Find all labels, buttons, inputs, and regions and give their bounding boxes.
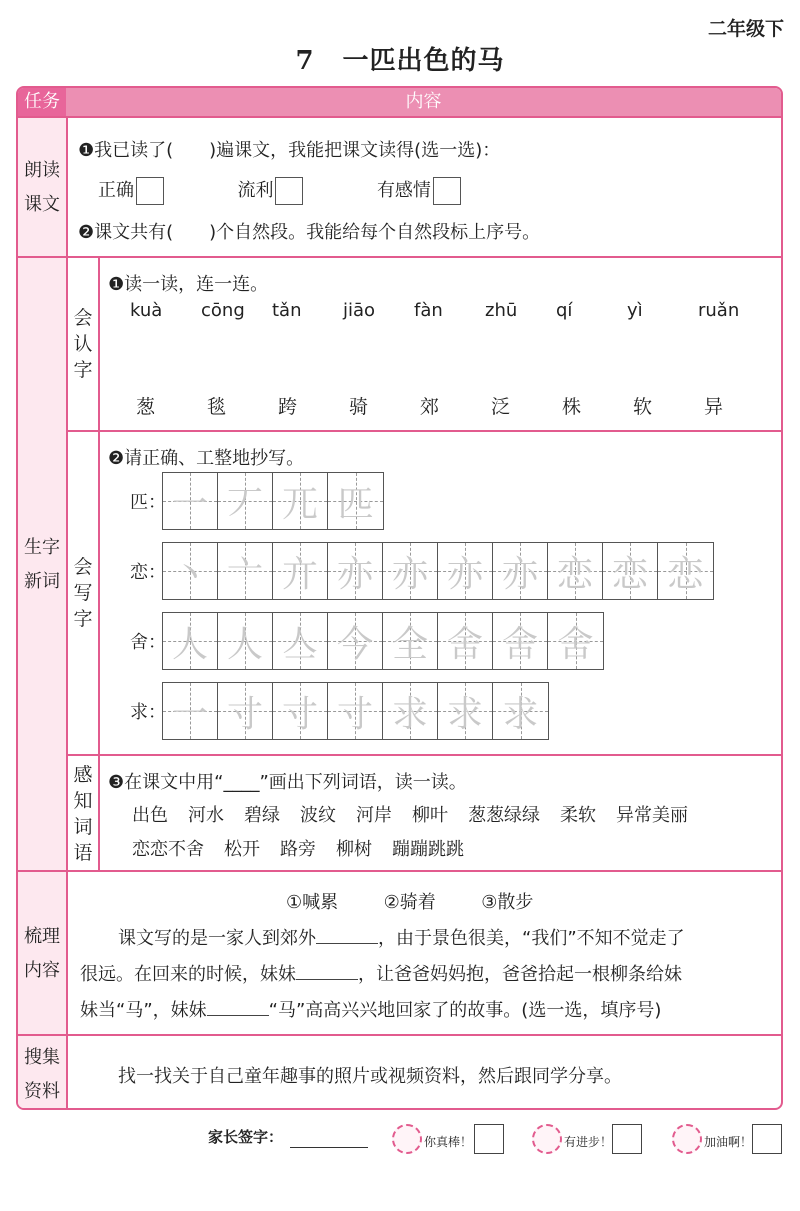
write-char-label: 求： bbox=[130, 702, 166, 723]
writing-cell[interactable] bbox=[328, 473, 383, 529]
pinyin-item[interactable]: yì bbox=[627, 300, 643, 321]
writing-cell[interactable] bbox=[328, 543, 383, 599]
perceive-instruction: ❸在课文中用“____”画出下列词语，读一读。 bbox=[108, 772, 467, 793]
option-emotion: 有感情 bbox=[376, 180, 431, 201]
writing-cell[interactable] bbox=[163, 543, 218, 599]
hanzi-item[interactable]: 异 bbox=[704, 396, 724, 418]
writing-cell[interactable] bbox=[218, 683, 273, 739]
stroke-guide: 亦 bbox=[336, 553, 373, 595]
vocab-word: 松开 bbox=[224, 839, 260, 860]
option-emotion-box[interactable] bbox=[433, 177, 461, 205]
smiley-icon bbox=[392, 1124, 422, 1154]
reading-line2: ❷课文共有( )个自然段。我能给每个自然段标上序号。 bbox=[78, 222, 541, 243]
praise-3: 加油啊！ bbox=[704, 1135, 753, 1149]
vocab-word: 河岸 bbox=[356, 805, 392, 826]
writing-cell[interactable] bbox=[493, 683, 548, 739]
vocab-word: 异常美丽 bbox=[616, 805, 688, 826]
smiley-icon bbox=[672, 1124, 702, 1154]
hanzi-item[interactable]: 泛 bbox=[491, 396, 511, 418]
writing-cell[interactable] bbox=[438, 543, 493, 599]
vocab-word: 葱葱绿绿 bbox=[468, 805, 540, 826]
option-fluent-box[interactable] bbox=[275, 177, 303, 205]
vocab-word: 蹦蹦跳跳 bbox=[392, 839, 464, 860]
sort-text-1b: ，由于景色很美，“我们”不知不觉走了 bbox=[378, 928, 685, 949]
sort-para-line3 bbox=[80, 996, 661, 1022]
writing-cell[interactable] bbox=[163, 613, 218, 669]
hanzi-item[interactable]: 骑 bbox=[349, 396, 369, 418]
sort-text-3b: “马”高高兴兴地回家了的故事。(选一选，填序号) bbox=[268, 1000, 662, 1021]
vocab-word: 波纹 bbox=[300, 805, 336, 826]
stroke-guide: 求 bbox=[446, 693, 483, 735]
write-char-label: 恋： bbox=[130, 562, 166, 583]
writing-cell[interactable] bbox=[273, 473, 328, 529]
praise-2-box[interactable] bbox=[612, 1124, 642, 1154]
stroke-guide: 丆 bbox=[226, 483, 263, 525]
stroke-guide: 亠 bbox=[226, 553, 263, 595]
writing-cell[interactable] bbox=[548, 613, 603, 669]
praise-3-box[interactable] bbox=[752, 1124, 782, 1154]
writing-cell[interactable] bbox=[493, 543, 548, 599]
vocab-word: 路旁 bbox=[280, 839, 316, 860]
stroke-guide: 寸 bbox=[281, 693, 318, 735]
stroke-guide: 全 bbox=[391, 623, 428, 665]
writing-cell[interactable] bbox=[603, 543, 658, 599]
writing-cell[interactable] bbox=[218, 473, 273, 529]
vocab-word: 柳树 bbox=[336, 839, 372, 860]
stroke-guide: 寸 bbox=[336, 693, 373, 735]
pinyin-item[interactable]: jiāo bbox=[343, 300, 376, 321]
writing-cell[interactable] bbox=[328, 683, 383, 739]
write-content bbox=[100, 432, 781, 754]
stroke-guide: 求 bbox=[502, 693, 539, 735]
vocab-word: 柳叶 bbox=[412, 805, 448, 826]
stroke-guide: 求 bbox=[391, 693, 428, 735]
writing-cell[interactable] bbox=[218, 613, 273, 669]
sort-text-1a: 课文写的是一家人到郊外 bbox=[118, 928, 316, 949]
pinyin-item[interactable]: kuà bbox=[130, 300, 163, 321]
collect-content bbox=[68, 1036, 781, 1110]
stroke-guide: 亦 bbox=[446, 553, 483, 595]
pinyin-item[interactable]: cōng bbox=[201, 300, 245, 321]
sort-content bbox=[68, 872, 781, 1036]
sort-para-line1 bbox=[118, 924, 685, 950]
blank-2[interactable] bbox=[296, 961, 358, 980]
pinyin-item[interactable]: zhū bbox=[485, 300, 518, 321]
new-words-row bbox=[18, 256, 781, 872]
write-label: 会 写 字 bbox=[68, 432, 100, 754]
write-char-label: 匹： bbox=[130, 492, 166, 513]
option-correct: 正确 bbox=[98, 180, 134, 201]
hanzi-item[interactable]: 软 bbox=[633, 396, 653, 418]
blank-3[interactable] bbox=[207, 997, 269, 1016]
reading-row bbox=[18, 116, 781, 258]
stroke-guide: 恋 bbox=[611, 553, 648, 595]
sort-text-2b: ，让爸爸妈妈抱，爸爸拾起一根柳条给妹 bbox=[358, 964, 682, 985]
writing-cell[interactable] bbox=[383, 543, 438, 599]
grade-label: 二年级下 bbox=[707, 18, 784, 40]
praise-2: 有进步！ bbox=[564, 1135, 613, 1149]
writing-cell[interactable] bbox=[163, 473, 218, 529]
sort-para-line2 bbox=[80, 960, 682, 986]
header-content: 内容 bbox=[405, 91, 442, 112]
pinyin-item[interactable]: tǎn bbox=[272, 300, 302, 321]
words-line-2 bbox=[132, 835, 484, 861]
stroke-guide: 舍 bbox=[557, 623, 594, 665]
hanzi-item[interactable]: 毯 bbox=[207, 396, 227, 418]
hanzi-item[interactable]: 株 bbox=[562, 396, 582, 418]
stroke-guide: 一 bbox=[171, 483, 208, 525]
stroke-guide: 匹 bbox=[337, 483, 374, 525]
hanzi-item[interactable]: 郊 bbox=[420, 396, 440, 418]
reading-options bbox=[98, 176, 461, 205]
write-instruction: ❷请正确、工整地抄写。 bbox=[108, 448, 305, 469]
stroke-guide: 亣 bbox=[281, 553, 318, 595]
stroke-guide: 亼 bbox=[281, 623, 318, 665]
writing-cell[interactable] bbox=[493, 613, 548, 669]
sort-text-2a: 很远。在回来的时候，妹妹 bbox=[80, 964, 296, 985]
stroke-guide: 亦 bbox=[501, 553, 538, 595]
pinyin-item[interactable]: fàn bbox=[414, 300, 443, 321]
reading-line1: ❶我已读了( )遍课文，我能把课文读得(选一选)： bbox=[78, 140, 501, 161]
writing-cell[interactable] bbox=[218, 543, 273, 599]
signature-label: 家长签字： bbox=[208, 1128, 284, 1146]
writing-grid[interactable] bbox=[162, 612, 604, 670]
stroke-guide: 人 bbox=[171, 623, 208, 665]
header-task: 任务 bbox=[18, 88, 66, 116]
option-fluent: 流利 bbox=[237, 180, 274, 201]
table-header bbox=[18, 88, 781, 116]
writing-cell[interactable] bbox=[163, 683, 218, 739]
stroke-guide: 恋 bbox=[667, 553, 704, 595]
stroke-guide: 亦 bbox=[391, 553, 428, 595]
worksheet-table bbox=[16, 86, 783, 1110]
sort-choices bbox=[286, 888, 533, 914]
new-words-label: 生字 新词 bbox=[18, 258, 68, 872]
stroke-guide: 人 bbox=[226, 623, 263, 665]
writing-cell[interactable] bbox=[548, 543, 603, 599]
stroke-guide: 一 bbox=[171, 693, 208, 735]
stroke-guide: 舍 bbox=[446, 623, 483, 665]
perceive-label: 感 知 词 语 bbox=[68, 756, 100, 872]
collect-label: 搜集 资料 bbox=[18, 1036, 68, 1110]
recognize-label: 会 认 字 bbox=[68, 258, 100, 430]
writing-cell[interactable] bbox=[328, 613, 383, 669]
vocab-word: 出色 bbox=[132, 805, 168, 826]
lesson-title bbox=[0, 40, 800, 77]
signature-line[interactable] bbox=[290, 1147, 368, 1148]
writing-grid[interactable] bbox=[162, 542, 714, 600]
writing-cell[interactable] bbox=[658, 543, 713, 599]
write-char-label: 舍： bbox=[130, 632, 166, 653]
vocab-word: 恋恋不舍 bbox=[132, 839, 204, 860]
choice-2: ②骑着 bbox=[383, 892, 436, 913]
recognize-content bbox=[100, 258, 781, 430]
stroke-guide: 恋 bbox=[556, 553, 593, 595]
recognize-instruction: ❶读一读，连一连。 bbox=[108, 274, 269, 295]
sort-label: 梳理 内容 bbox=[18, 872, 68, 1036]
smiley-icon bbox=[532, 1124, 562, 1154]
collect-text: 找一找关于自己童年趣事的照片或视频资料，然后跟同学分享。 bbox=[118, 1066, 622, 1087]
reading-label: 朗读 课文 bbox=[18, 118, 68, 258]
vocab-word: 碧绿 bbox=[244, 805, 280, 826]
perceive-content bbox=[100, 756, 781, 872]
writing-grid[interactable] bbox=[162, 472, 384, 530]
writing-cell[interactable] bbox=[383, 683, 438, 739]
hanzi-item[interactable]: 葱 bbox=[136, 396, 156, 418]
writing-cell[interactable] bbox=[273, 613, 328, 669]
collect-row bbox=[18, 1034, 781, 1110]
choice-1: ①喊累 bbox=[286, 892, 339, 913]
stroke-guide: 丶 bbox=[171, 553, 208, 595]
stroke-guide: 兀 bbox=[281, 483, 318, 525]
lesson-name: 一匹出色的马 bbox=[342, 46, 505, 76]
praise-1: 你真棒！ bbox=[424, 1135, 473, 1149]
hanzi-item[interactable]: 跨 bbox=[278, 396, 298, 418]
writing-cell[interactable] bbox=[273, 683, 328, 739]
reading-content bbox=[68, 118, 781, 258]
words-line-1 bbox=[132, 801, 708, 827]
stroke-guide: 寸 bbox=[226, 693, 263, 735]
blank-1[interactable] bbox=[316, 925, 378, 944]
lesson-number: 7 bbox=[295, 46, 315, 76]
pinyin-item[interactable]: qí bbox=[556, 300, 573, 321]
writing-cell[interactable] bbox=[273, 543, 328, 599]
writing-cell[interactable] bbox=[383, 613, 438, 669]
option-correct-box[interactable] bbox=[136, 177, 164, 205]
stroke-guide: 今 bbox=[336, 623, 373, 665]
sort-text-3a: 妹当“马”，妹妹 bbox=[80, 1000, 207, 1021]
writing-cell[interactable] bbox=[438, 683, 493, 739]
writing-cell[interactable] bbox=[438, 613, 493, 669]
sort-row bbox=[18, 870, 781, 1036]
vocab-word: 柔软 bbox=[560, 805, 596, 826]
pinyin-item[interactable]: ruǎn bbox=[698, 300, 740, 321]
choice-3: ③散步 bbox=[481, 892, 534, 913]
writing-grid[interactable] bbox=[162, 682, 549, 740]
praise-1-box[interactable] bbox=[474, 1124, 504, 1154]
vocab-word: 河水 bbox=[188, 805, 224, 826]
stroke-guide: 舍 bbox=[501, 623, 538, 665]
